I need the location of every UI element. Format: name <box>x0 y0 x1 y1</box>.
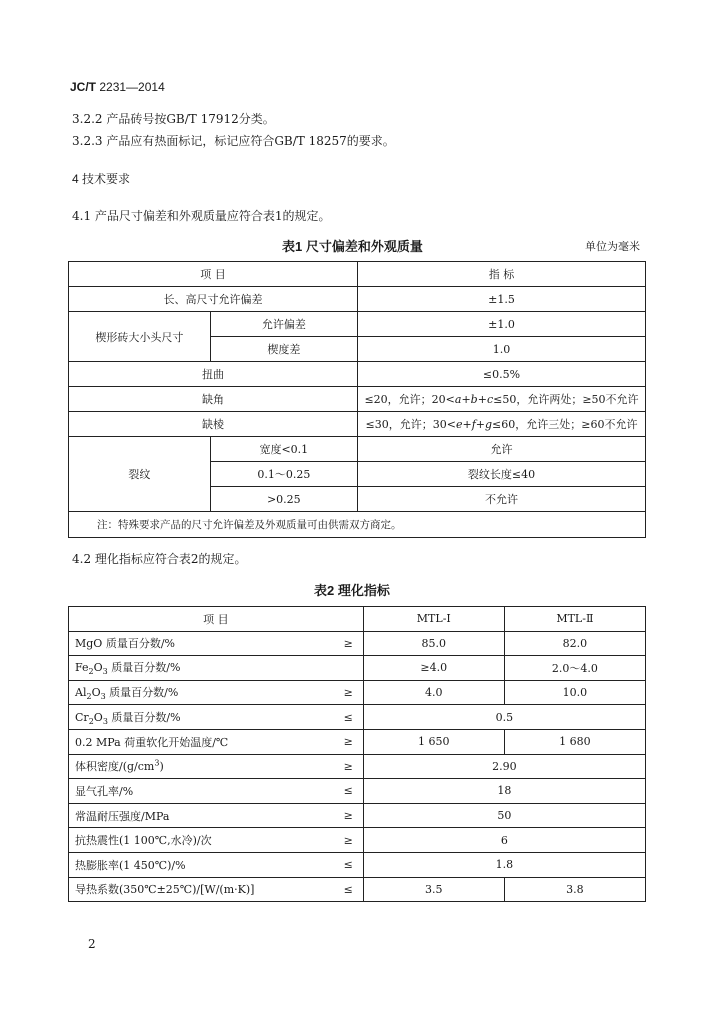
formula-part: Cr <box>75 710 89 724</box>
table-row <box>69 852 646 877</box>
cell-item: 显气孔率/% <box>69 779 330 804</box>
cell-operator: ≥ <box>329 754 363 779</box>
cell-item <box>69 754 330 779</box>
table-row <box>69 729 646 754</box>
table-row <box>69 287 646 312</box>
cell-item: 导热系数(350℃±25℃)/[W/(m·K)] <box>69 877 330 902</box>
formula-subscript: 2 <box>88 667 94 677</box>
unit-superscript: 3 <box>154 758 160 768</box>
table-row <box>69 512 646 538</box>
item-text: 质量百分数/% <box>107 661 181 675</box>
cell-operator: ≥ <box>329 680 363 705</box>
standard-code: JC/T <box>70 80 97 94</box>
value-text: ≤20，允许；20< <box>364 393 455 406</box>
item-text: 体积密度/(g/cm <box>75 760 155 774</box>
standard-number: 2231—2014 <box>99 80 165 94</box>
formula-subscript: 3 <box>102 716 108 726</box>
standard-header <box>70 80 165 94</box>
cell-item: MgO 质量百分数/% <box>69 631 330 656</box>
header-item: 项 目 <box>69 262 358 287</box>
var-b: b <box>470 393 478 406</box>
cell-item <box>69 656 330 681</box>
cell-shared-value: 1.8 <box>363 852 645 877</box>
cell-value: 允许 <box>358 437 646 462</box>
cell-mtl-2: 82.0 <box>504 631 645 656</box>
table-row <box>69 262 646 287</box>
formula-part: Fe <box>75 661 89 675</box>
table1-note: 注：特殊要求产品的尺寸允许偏差及外观质量可由供需双方商定。 <box>69 512 646 538</box>
item-text: 质量百分数/% <box>105 685 179 699</box>
cell-value <box>358 412 646 437</box>
cell-mtl-1: 4.0 <box>363 680 504 705</box>
cell-operator: ≤ <box>329 852 363 877</box>
section-4-heading: 4 技术要求 <box>72 172 131 186</box>
clause-3-2-3: 3.2.3 产品应有热面标记，标记应符合GB/T 18257的要求。 <box>72 134 395 148</box>
cell-mtl-2: 1 680 <box>504 729 645 754</box>
cell-sub-item: >0.25 <box>210 487 357 512</box>
cell-shared-value: 6 <box>363 828 645 853</box>
formula-subscript: 2 <box>86 692 92 702</box>
cell-mtl-2: 10.0 <box>504 680 645 705</box>
cell-item: 缺角 <box>69 387 358 412</box>
cell-mtl-1: ≥4.0 <box>363 656 504 681</box>
cell-value: 裂纹长度≤40 <box>358 462 646 487</box>
cell-value: ±1.0 <box>358 312 646 337</box>
cell-item: 长、高尺寸允许偏差 <box>69 287 358 312</box>
cell-shared-value: 2.90 <box>363 754 645 779</box>
cell-operator: ≥ <box>329 828 363 853</box>
plus-sign: + <box>477 393 487 406</box>
table-row <box>69 607 646 632</box>
value-text: ≤50，允许两处；≥50不允许 <box>493 393 639 406</box>
var-c: c <box>486 393 494 406</box>
table-row <box>69 877 646 902</box>
cell-value <box>358 387 646 412</box>
table1-dimension-tolerance <box>68 261 646 538</box>
cell-operator <box>329 656 363 681</box>
formula-part: O <box>93 661 103 675</box>
table2-physicochemical <box>68 606 646 902</box>
formula-part: O <box>91 685 101 699</box>
table-row <box>69 656 646 681</box>
cell-operator: ≥ <box>329 631 363 656</box>
cell-item: 扭曲 <box>69 362 358 387</box>
cell-item: 热膨胀率(1 450℃)/% <box>69 852 330 877</box>
cell-operator: ≥ <box>329 803 363 828</box>
table-row <box>69 631 646 656</box>
clause-4-1: 4.1 产品尺寸偏差和外观质量应符合表1的规定。 <box>72 209 331 223</box>
table-row <box>69 680 646 705</box>
cell-sub-item: 允许偏差 <box>210 312 357 337</box>
cell-shared-value: 18 <box>363 779 645 804</box>
cell-operator: ≥ <box>329 729 363 754</box>
item-text: 质量百分数/% <box>107 710 181 724</box>
header-index: 指 标 <box>358 262 646 287</box>
header-mtl-2: MTL-Ⅱ <box>504 607 645 632</box>
table-row <box>69 779 646 804</box>
item-text: ) <box>159 760 164 774</box>
var-a: a <box>454 393 462 406</box>
cell-sub-item: 0.1～0.25 <box>210 462 357 487</box>
page-number: 2 <box>88 937 96 951</box>
table-row <box>69 412 646 437</box>
plus-sign: + <box>462 418 472 431</box>
cell-item: 0.2 MPa 荷重软化开始温度/℃ <box>69 729 330 754</box>
table-row <box>69 387 646 412</box>
table-row <box>69 754 646 779</box>
var-f: f <box>471 418 476 431</box>
cell-mtl-1: 3.5 <box>363 877 504 902</box>
cell-item <box>69 680 330 705</box>
var-e: e <box>455 418 463 431</box>
table2-caption: 表2 理化指标 <box>314 583 390 598</box>
cell-item <box>69 705 330 730</box>
cell-mtl-2: 2.0～4.0 <box>504 656 645 681</box>
cell-value: ≤0.5% <box>358 362 646 387</box>
cell-sub-item: 宽度<0.1 <box>210 437 357 462</box>
cell-mtl-1: 1 650 <box>363 729 504 754</box>
value-text: ≤60，允许三处；≥60不允许 <box>492 418 638 431</box>
table-row <box>69 362 646 387</box>
cell-sub-item: 楔度差 <box>210 337 357 362</box>
cell-item: 缺棱 <box>69 412 358 437</box>
cell-mtl-1: 85.0 <box>363 631 504 656</box>
formula-subscript: 3 <box>100 692 106 702</box>
var-g: g <box>485 418 493 431</box>
clause-3-2-2: 3.2.2 产品砖号按GB/T 17912分类。 <box>72 112 275 126</box>
cell-shared-value: 0.5 <box>363 705 645 730</box>
table-row <box>69 705 646 730</box>
cell-group-wedge: 楔形砖大小头尺寸 <box>69 312 211 362</box>
formula-part: Al <box>75 685 87 699</box>
clause-4-2: 4.2 理化指标应符合表2的规定。 <box>72 552 247 566</box>
table-row <box>69 437 646 462</box>
formula-part: O <box>93 710 103 724</box>
cell-mtl-2: 3.8 <box>504 877 645 902</box>
cell-value: 不允许 <box>358 487 646 512</box>
plus-sign: + <box>475 418 485 431</box>
table1-caption: 表1 尺寸偏差和外观质量 <box>282 239 423 254</box>
cell-shared-value: 50 <box>363 803 645 828</box>
header-item: 项 目 <box>69 607 364 632</box>
plus-sign: + <box>461 393 471 406</box>
table-row <box>69 312 646 337</box>
header-mtl-1: MTL-Ⅰ <box>363 607 504 632</box>
cell-item: 抗热震性(1 100℃,水冷)/次 <box>69 828 330 853</box>
cell-group-crack: 裂纹 <box>69 437 211 512</box>
cell-value: ±1.5 <box>358 287 646 312</box>
table-row <box>69 803 646 828</box>
formula-subscript: 3 <box>102 667 108 677</box>
formula-subscript: 2 <box>88 716 94 726</box>
table-row <box>69 828 646 853</box>
cell-operator: ≤ <box>329 705 363 730</box>
cell-item: 常温耐压强度/MPa <box>69 803 330 828</box>
cell-operator: ≤ <box>329 779 363 804</box>
cell-value: 1.0 <box>358 337 646 362</box>
cell-operator: ≤ <box>329 877 363 902</box>
value-text: ≤30，允许；30< <box>365 418 456 431</box>
table1-unit: 单位为毫米 <box>585 240 640 253</box>
